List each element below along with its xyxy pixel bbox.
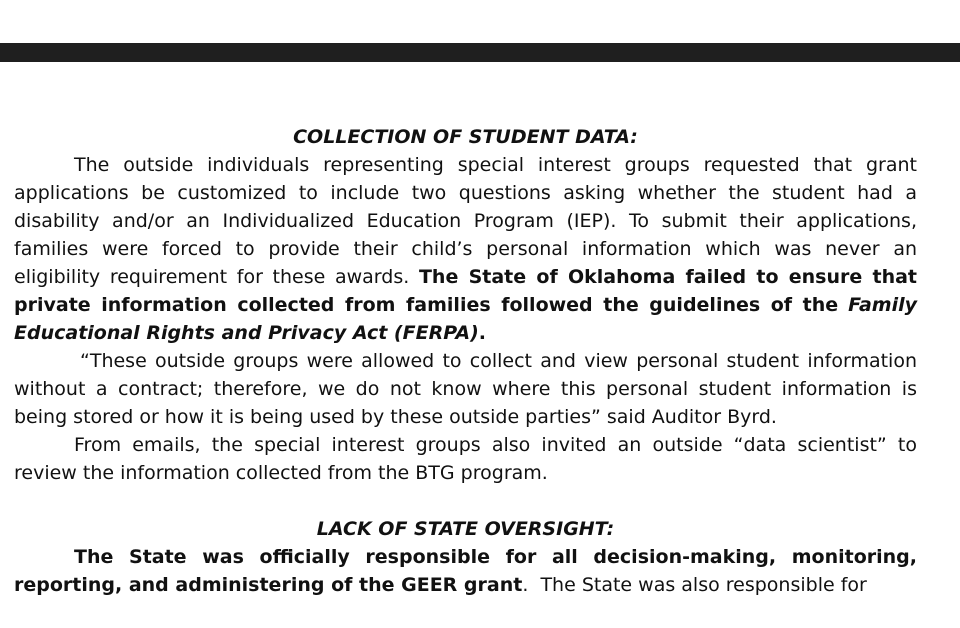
paragraph-student-data-1 [14,151,917,347]
ferpa-reference: Family Educational Rights and Privacy Act (FERPA) [14,294,918,344]
paragraph-text: The outside individuals representing special interest groups requested that grant applications be customized to include two questions asking whether the student had a disability and/or an Individualized Education Program (IEP). To submit their applications, families were forced to provide their child’s personal information which was never an eligibility requirement for these awards. [14,154,917,288]
document-body [14,123,917,599]
paragraph-end: . [478,322,486,344]
paragraph-bold-text: The State was officially responsible for all decision-making, monitoring, reporting, and administering of the GEER grant [14,546,917,596]
top-bar [0,43,960,62]
paragraph-data-scientist: From emails, the special interest groups also invited an outside “data scientist” to review the information collected from the BTG program. [14,434,917,484]
paragraph-auditor-quote: “These outside groups were allowed to collect and view personal student information without a contract; therefore, we do not know where this personal student information is being stored or how it is being used by these outside parties” said Auditor Byrd. [14,350,917,428]
paragraph-bold-text: The State of Oklahoma failed to ensure that private information collected from families followed the guidelines of the [14,266,917,316]
paragraph-text: . The State was also responsible for [522,574,867,596]
section-heading-student-data: COLLECTION OF STUDENT DATA: [293,126,638,148]
section-gap [14,487,917,515]
paragraph-oversight-1 [14,543,917,599]
section-heading-oversight: LACK OF STATE OVERSIGHT: [316,518,615,540]
